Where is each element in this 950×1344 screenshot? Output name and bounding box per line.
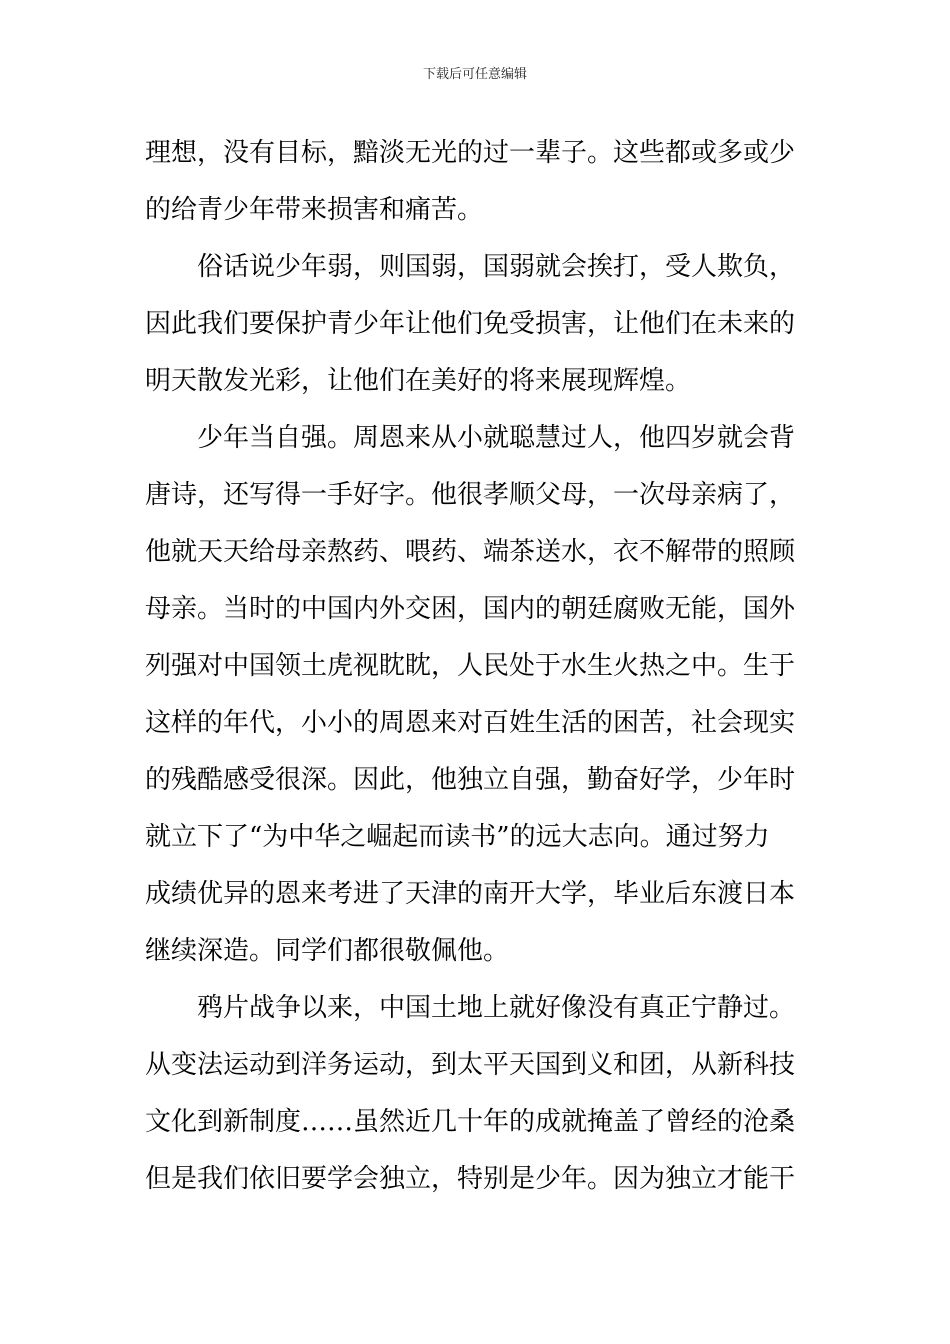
- text-line: 唐诗，还写得一手好字。他很孝顺父母，一次母亲病了，: [145, 480, 796, 510]
- text-line: 这样的年代，小小的周恩来对百姓生活的困苦，社会现实: [145, 708, 796, 738]
- text-line: 的给青少年带来损害和痛苦。: [145, 195, 484, 225]
- text-line: 从变法运动到洋务运动，到太平天国到义和团，从新科技: [145, 1050, 796, 1080]
- text-line: 列强对中国领土虎视眈眈，人民处于水生火热之中。生于: [145, 651, 796, 681]
- text-line: 的残酷感受很深。因此，他独立自强，勤奋好学，少年时: [145, 765, 796, 795]
- text-line: 继续深造。同学们都很敬佩他。: [145, 936, 510, 966]
- text-line: 文化到新制度……虽然近几十年的成就掩盖了曾经的沧桑: [145, 1107, 796, 1137]
- text-line: 但是我们依旧要学会独立，特别是少年。因为独立才能干: [145, 1164, 796, 1194]
- document-body: [145, 125, 810, 1208]
- text-line: 理想，没有目标，黯淡无光的过一辈子。这些都或多或少: [145, 138, 796, 168]
- text-line: 因此我们要保护青少年让他们免受损害，让他们在未来的: [145, 309, 796, 339]
- page-header: 下载后可任意编辑: [422, 67, 527, 82]
- text-line: 他就天天给母亲熬药、喂药、端茶送水，衣不解带的照顾: [145, 537, 796, 567]
- text-line: 就立下了“为中华之崛起而读书”的远大志向。通过努力: [145, 822, 770, 852]
- text-line: 成绩优异的恩来考进了天津的南开大学，毕业后东渡日本: [145, 879, 796, 909]
- text-line-paragraph-start: 少年当自强。周恩来从小就聪慧过人，他四岁就会背: [197, 423, 796, 453]
- text-line-paragraph-start: 鸦片战争以来，中国土地上就好像没有真正宁静过。: [197, 993, 796, 1023]
- text-line: 母亲。当时的中国内外交困，国内的朝廷腐败无能，国外: [145, 594, 796, 624]
- text-line: 明天散发光彩，让他们在美好的将来展现辉煌。: [145, 366, 692, 396]
- text-line-paragraph-start: 俗话说少年弱，则国弱，国弱就会挨打，受人欺负，: [197, 252, 796, 282]
